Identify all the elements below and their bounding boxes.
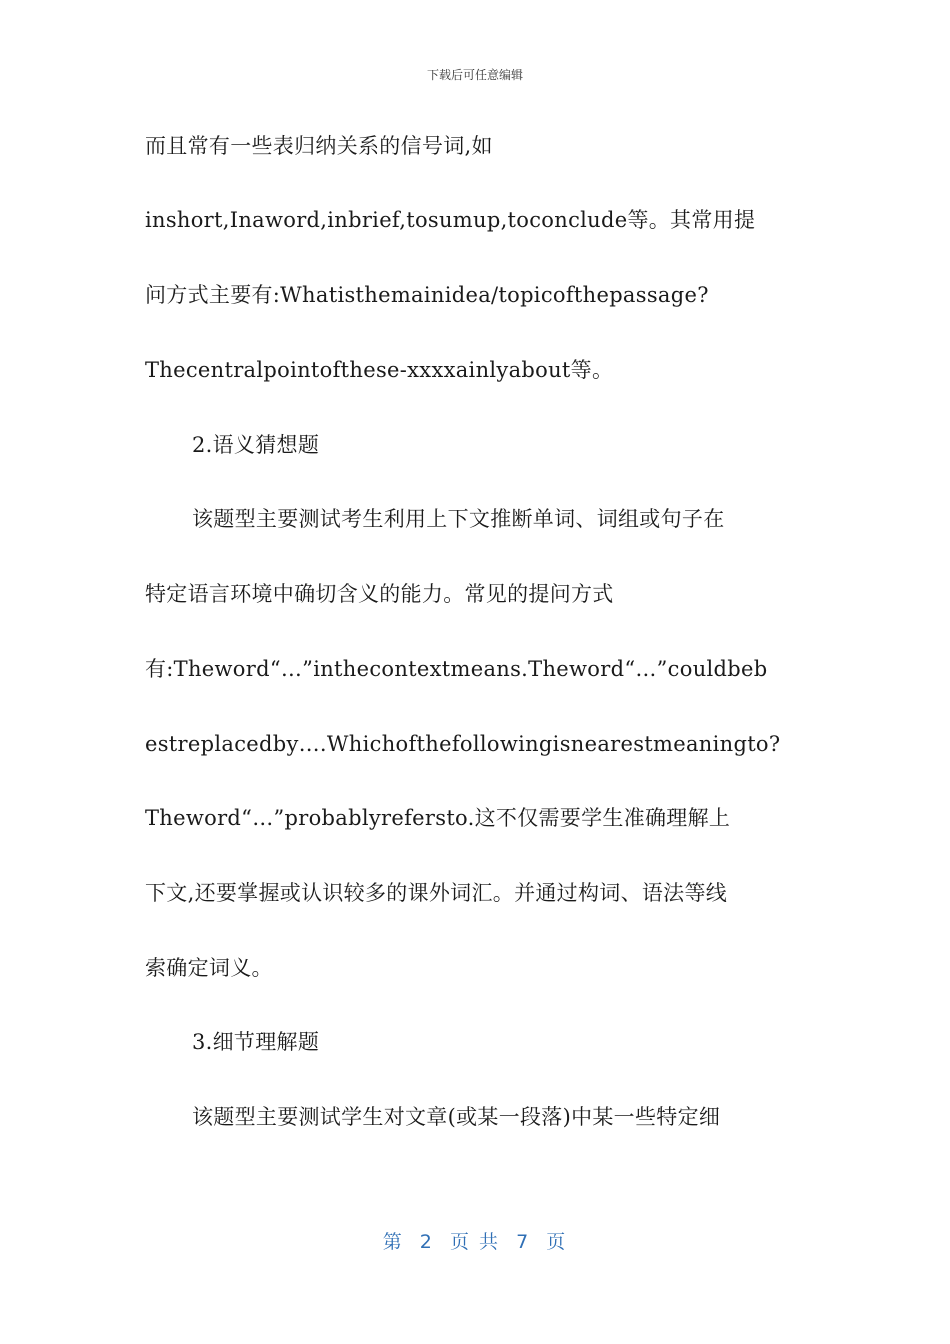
page-number-footer [0, 1227, 950, 1254]
text-line-6: 该题型主要测试考生利用上下文推断单词、词组或句子在 [192, 507, 725, 531]
text-line-7: 特定语言环境中确切含义的能力。常见的提问方式 [145, 582, 614, 606]
text-line-8: 有:Theword“…”inthecontextmeans.Theword“…”couldbeb [145, 657, 768, 681]
text-line-10: Theword“…”probablyrefersto.这不仅需要学生准确理解上 [145, 806, 731, 830]
section-heading-3: 3.细节理解题 [192, 1030, 320, 1054]
text-line-14: 该题型主要测试学生对文章(或某一段落)中某一些特定细 [192, 1105, 721, 1129]
text-line-3: 问方式主要有:Whatisthemainidea/topicofthepassage? [145, 283, 709, 307]
section-heading-2: 2.语义猜想题 [192, 433, 320, 457]
text-line-4: Thecentralpointofthese-xxxxainlyabout等。 [145, 358, 614, 382]
page-number-label: 第 2 页 共 7 页 [382, 1231, 568, 1253]
text-line-2: inshort,Inaword,inbrief,tosumup,toconclude等。其常用提 [145, 208, 756, 232]
text-line-12: 索确定词义。 [145, 956, 273, 980]
text-line-11: 下文,还要掌握或认识较多的课外词汇。并通过构词、语法等线 [145, 881, 728, 905]
text-line-9: estreplacedby….Whichofthefollowingisnearestmeaningto? [145, 732, 781, 756]
header-note: 下载后可任意编辑 [426, 68, 523, 82]
text-line-1: 而且常有一些表归纳关系的信号词,如 [145, 134, 493, 158]
